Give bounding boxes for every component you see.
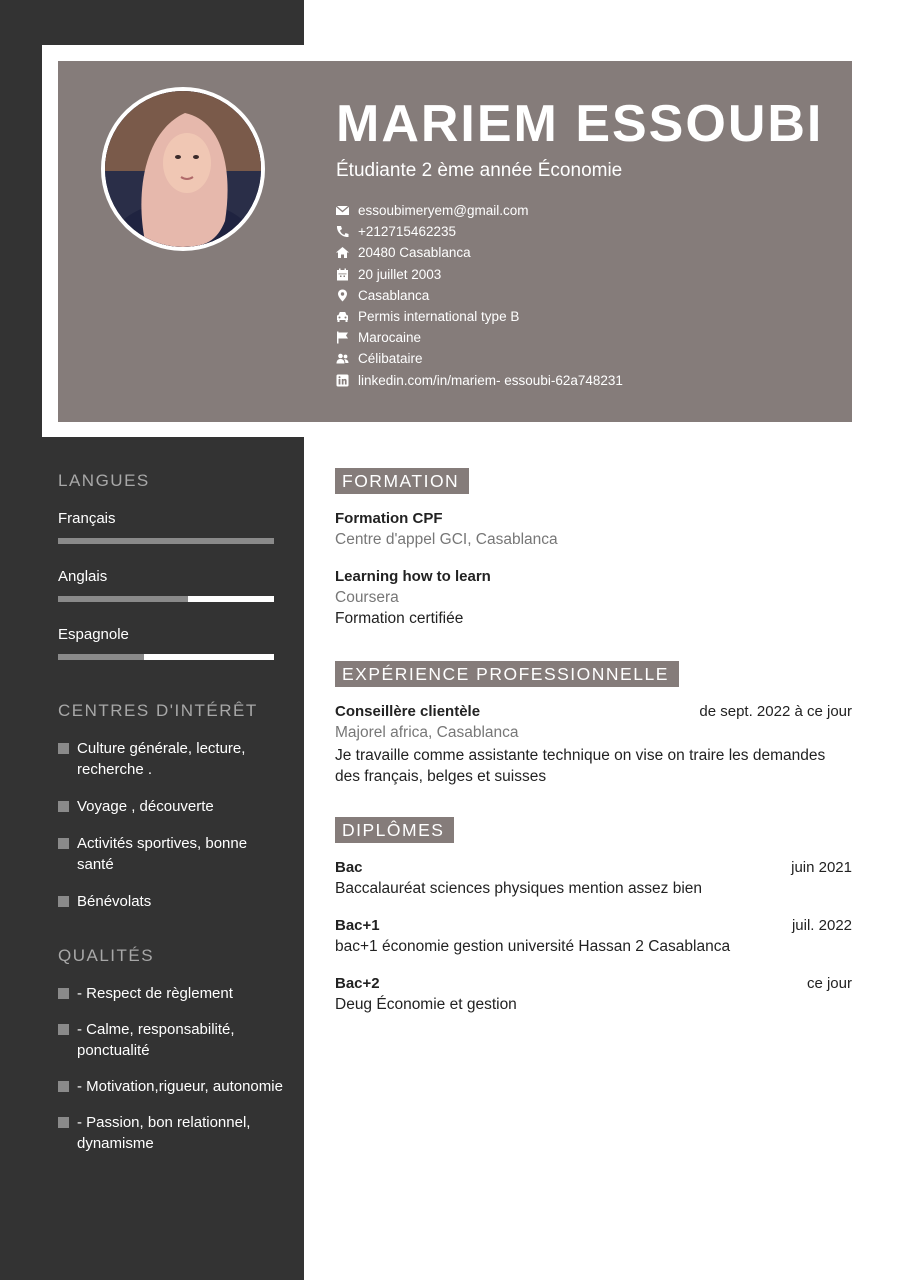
contact-phone[interactable]: +212715462235 (358, 224, 456, 240)
quality-text: - Calme, responsabilité, ponctualité (77, 1021, 235, 1059)
diploma-date: ce jour (806, 975, 852, 992)
candidate-name: MARIEM ESSOUBI (336, 95, 824, 153)
interest-text: Voyage , découverte (77, 798, 214, 815)
qualities-heading: QUALITÉS (58, 946, 155, 965)
formation-title: Formation CPF (335, 510, 443, 527)
list-item (58, 1076, 283, 1097)
contact-email[interactable]: essoubimeryem@gmail.com (358, 203, 529, 219)
bullet-square-icon (58, 988, 69, 999)
list-item (58, 1019, 283, 1061)
diploma-description: Deug Économie et gestion (335, 996, 517, 1013)
experience-date: de sept. 2022 à ce jour (699, 703, 852, 720)
contact-marital-status: Célibataire (358, 351, 423, 367)
interest-text: Activités sportives, bonne santé (77, 835, 248, 873)
bullet-square-icon (58, 896, 69, 907)
experience-description: Je travaille comme assistante technique on vise on traire les demandes des français, belges et suisses (335, 747, 826, 785)
contact-item (336, 221, 623, 242)
list-item (58, 983, 283, 1004)
list-item (58, 833, 283, 875)
contact-item (336, 285, 623, 306)
languages-heading: LANGUES (58, 471, 150, 490)
interests-heading: CENTRES D'INTÉRÊT (58, 701, 258, 720)
map-pin-icon (336, 289, 349, 302)
bullet-square-icon (58, 801, 69, 812)
contact-item (336, 370, 623, 391)
diploma-title: Bac+2 (335, 975, 380, 992)
list-item (58, 738, 283, 780)
diploma-title: Bac+1 (335, 917, 380, 934)
language-label: Français (58, 510, 116, 527)
bullet-square-icon (58, 743, 69, 754)
contact-item (336, 348, 623, 369)
formation-heading: FORMATION (335, 468, 469, 494)
language-level-fill (58, 596, 188, 602)
language-label: Espagnole (58, 626, 129, 643)
contact-item (336, 242, 623, 263)
contact-item (336, 200, 623, 221)
diploma-date: juil. 2022 (791, 917, 852, 934)
contact-list (336, 200, 623, 391)
contact-license: Permis international type B (358, 309, 520, 325)
diploma-date: juin 2021 (791, 859, 852, 876)
language-level-bar (58, 538, 274, 544)
contact-city: Casablanca (358, 287, 430, 303)
car-icon (336, 310, 349, 323)
list-item (58, 1112, 283, 1154)
formation-org: Coursera (335, 589, 399, 606)
contact-birthdate: 20 juillet 2003 (358, 266, 442, 282)
diploma-title: Bac (335, 859, 363, 876)
quality-text: - Passion, bon relationnel, dynamisme (77, 1114, 251, 1152)
bullet-square-icon (58, 1024, 69, 1035)
contact-item (336, 306, 623, 327)
contact-item (336, 264, 623, 285)
envelope-icon (336, 204, 349, 217)
flag-icon (336, 331, 349, 344)
experience-heading: EXPÉRIENCE PROFESSIONNELLE (335, 661, 679, 687)
contact-item (336, 327, 623, 348)
list-item (58, 796, 283, 817)
experience-org: Majorel africa, Casablanca (335, 724, 519, 741)
formation-title: Learning how to learn (335, 568, 491, 585)
profile-photo (101, 87, 265, 251)
contact-linkedin[interactable]: linkedin.com/in/mariem- essoubi-62a748231 (358, 372, 623, 388)
contact-address: 20480 Casablanca (358, 245, 471, 261)
formation-org: Centre d'appel GCI, Casablanca (335, 531, 558, 548)
diplomas-heading: DIPLÔMES (335, 817, 454, 843)
qualities-list (58, 983, 283, 1154)
bullet-square-icon (58, 1081, 69, 1092)
interest-text: Bénévolats (77, 893, 152, 910)
language-label: Anglais (58, 568, 108, 585)
experience-title: Conseillère clientèle (335, 703, 481, 720)
home-icon (336, 246, 349, 259)
quality-text: - Respect de règlement (77, 985, 233, 1002)
interest-text: Culture générale, lecture, recherche . (77, 740, 246, 778)
contact-nationality: Marocaine (358, 330, 422, 346)
diploma-description: Baccalauréat sciences physiques mention assez bien (335, 880, 703, 897)
quality-text: - Motivation,rigueur, autonomie (77, 1078, 283, 1095)
language-level-fill (58, 654, 144, 660)
interests-list (58, 738, 283, 912)
users-icon (336, 352, 349, 365)
linkedin-icon (336, 374, 349, 387)
phone-icon (336, 225, 349, 238)
language-level-bar (58, 654, 274, 660)
candidate-title: Étudiante 2 ème année Économie (336, 160, 623, 181)
bullet-square-icon (58, 1117, 69, 1128)
language-level-bar (58, 596, 274, 602)
bullet-square-icon (58, 838, 69, 849)
formation-note: Formation certifiée (335, 610, 464, 627)
language-level-fill (58, 538, 274, 544)
diploma-description: bac+1 économie gestion université Hassan 2 Casablanca (335, 938, 731, 955)
list-item (58, 891, 283, 912)
calendar-icon (336, 268, 349, 281)
